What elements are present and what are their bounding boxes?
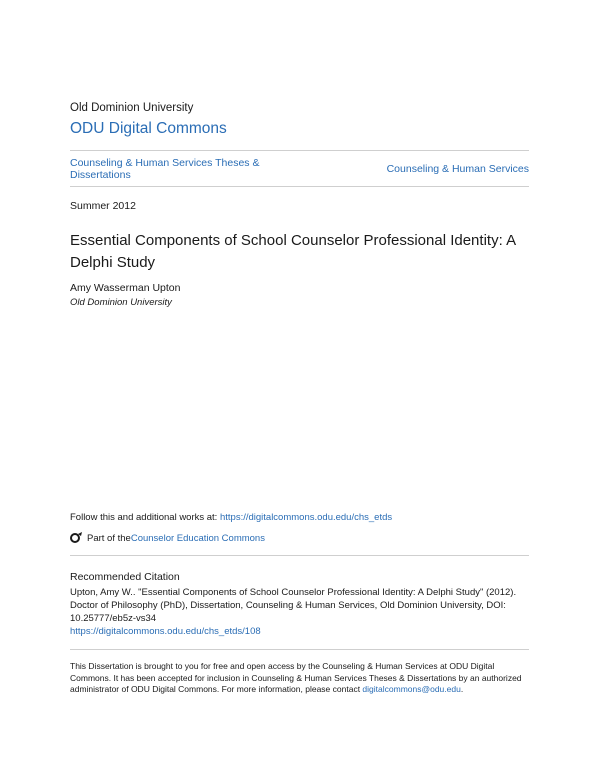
repository-link[interactable]: ODU Digital Commons <box>70 120 227 137</box>
document-title: Essential Components of School Counselor Professional Identity: A Delphi Study <box>70 232 516 271</box>
follow-line <box>70 512 392 523</box>
contact-email-link[interactable]: digitalcommons@odu.edu <box>362 684 461 694</box>
citation-url-link[interactable]: https://digitalcommons.odu.edu/chs_etds/108 <box>70 626 261 637</box>
footer-notice <box>70 661 532 696</box>
department-link[interactable]: Counseling & Human Services <box>386 163 529 175</box>
divider-nav <box>70 186 529 187</box>
footer-text: This Dissertation is brought to you for free and open access by the Counseling & Human Services at ODU Digital Commons. It has been accepted for inclusion in Counseling & Human Services Theses & Dissertations by an authorized administrator of ODU Digital Commons. For more information, please contact <box>70 661 522 694</box>
part-of-label: Part of the <box>87 533 131 544</box>
open-access-icon <box>70 531 87 546</box>
commons-link[interactable]: Counselor Education Commons <box>130 533 265 544</box>
divider-footer <box>70 649 529 650</box>
follow-label: Follow this and additional works at: <box>70 512 220 523</box>
part-of-line <box>70 531 265 546</box>
author-name: Amy Wasserman Upton <box>70 282 181 294</box>
divider-citation <box>70 555 529 556</box>
citation-text: Upton, Amy W.. "Essential Components of School Counselor Professional Identity: A Delphi Study" (2012). Doctor of Philosophy (PhD), Dissertation, Counseling & Human Services, Old Dominion University, DOI: 10.25777/eb5z-vs34 <box>70 587 517 624</box>
institution-name: Old Dominion University <box>70 102 194 114</box>
citation-heading: Recommended Citation <box>70 571 180 583</box>
divider-top <box>70 150 529 151</box>
author-affiliation: Old Dominion University <box>70 297 172 308</box>
collection-link[interactable]: Counseling & Human Services Theses & Dissertations <box>70 157 260 181</box>
footer-end: . <box>460 684 464 694</box>
follow-url-link[interactable]: https://digitalcommons.odu.edu/chs_etds <box>219 512 393 523</box>
publication-date: Summer 2012 <box>70 200 136 212</box>
